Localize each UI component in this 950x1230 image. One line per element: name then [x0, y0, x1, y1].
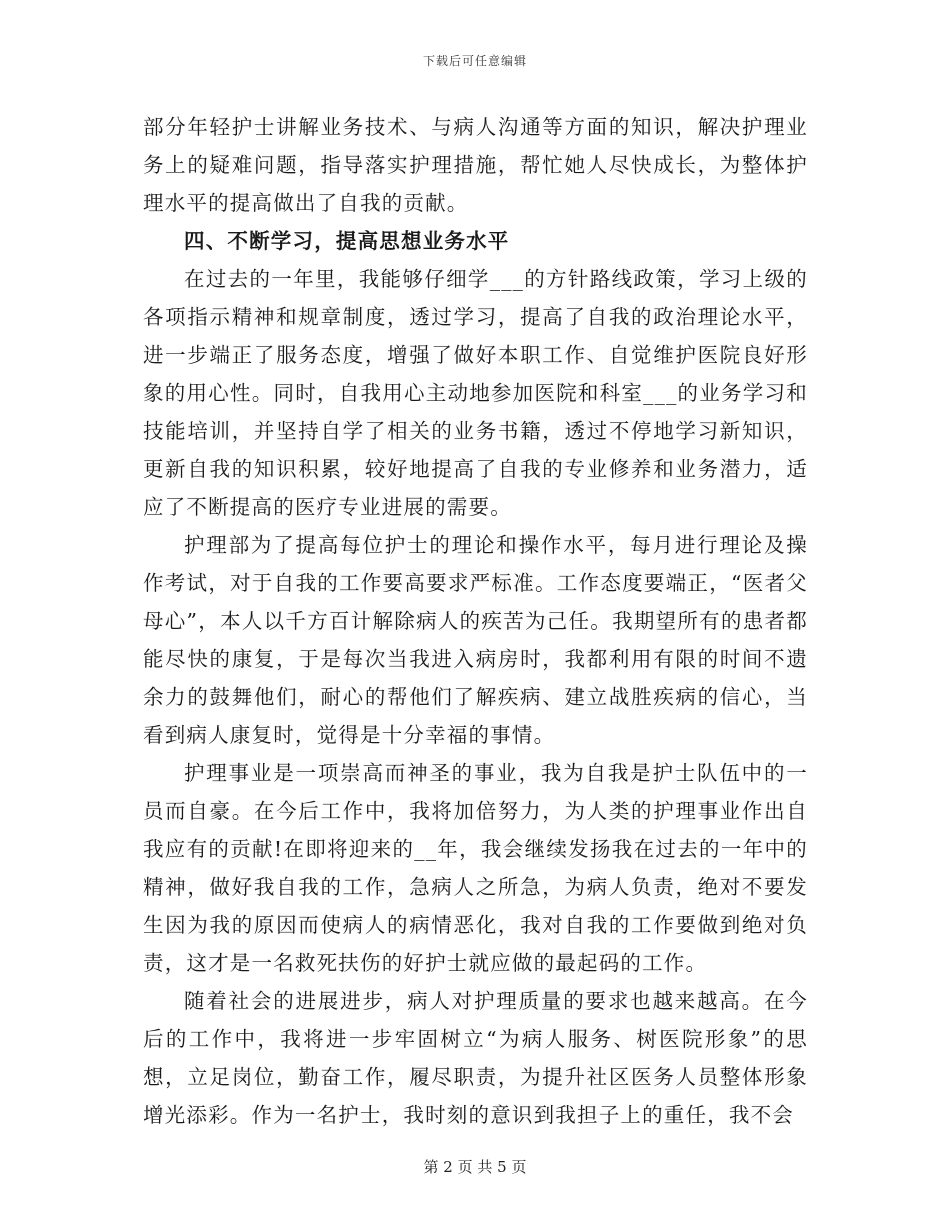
- paragraph-study: 在过去的一年里，我能够仔细学___的方针路线政策，学习上级的各项指示精神和规章制度，透过学习，提高了自我的政治理论水平，进一步端正了服务态度，增强了做好本职工作、自觉维护医院良好形象的用心性。同时，自我用心主动地参加医院和科室___的业务学习和技能培训，并坚持自学了相关的业务书籍，透过不停地学习新知识，更新自我的知识积累，较好地提高了自我的专业修养和业务潜力，适应了不断提高的医疗专业进展的需要。: [143, 267, 808, 519]
- paragraph-continued: 部分年轻护士讲解业务技术、与病人沟通等方面的知识，解决护理业务上的疑难问题，指导落实护理措施，帮忙她人尽快成长，为整体护理水平的提高做出了自我的贡献。: [143, 115, 808, 215]
- paragraph-social-progress: 随着社会的进展进步，病人对护理质量的要求也越来越高。在今后的工作中，我将进一步牢固树立“为病人服务、树医院形象”的思想，立足岗位，勤奋工作，履尽职责，为提升社区医务人员整体形象增光添彩。作为一名护士，我时刻的意识到我担子上的重任，我不会: [143, 989, 808, 1127]
- document-body: [143, 108, 808, 1134]
- page-number: 第 2 页 共 5 页: [423, 1158, 527, 1176]
- paragraph-nursing-department: 护理部为了提高每位护士的理论和操作水平，每月进行理论及操作考试，对于自我的工作要高要求严标准。工作态度要端正，“医者父母心”，本人以千方百计解除病人的疾苦为己任。我期望所有的患者都能尽快的康复，于是每次当我进入病房时，我都利用有限的时间不遗余力的鼓舞他们，耐心的帮他们了解疾病、建立战胜疾病的信心，当看到病人康复时，觉得是十分幸福的事情。: [143, 533, 808, 747]
- section-heading: 四、不断学习，提高思想业务水平: [184, 229, 510, 253]
- page-header: 下载后可任意编辑: [422, 54, 527, 68]
- paragraph-nursing-career: 护理事业是一项崇高而神圣的事业，我为自我是护士队伍中的一员而自豪。在今后工作中，我将加倍努力，为人类的护理事业作出自我应有的贡献!在即将迎来的__年，我会继续发扬我在过去的一年中的精神，做好我自我的工作，急病人之所急，为病人负责，绝对不要发生因为我的原因而使病人的病情恶化，我对自我的工作要做到绝对负责，这才是一名救死扶伤的好护士就应做的最起码的工作。: [143, 761, 808, 975]
